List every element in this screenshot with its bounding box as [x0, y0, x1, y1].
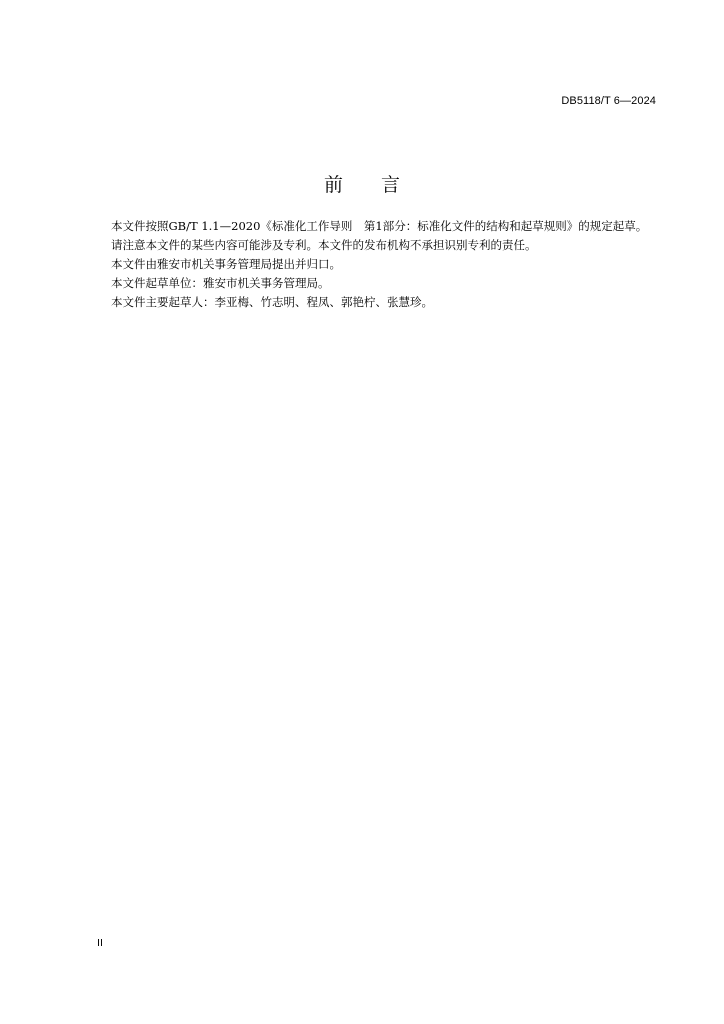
page-title: 前 言 — [323, 173, 400, 196]
paragraph-drafting-unit: 本文件起草单位：雅安市机关事务管理局。 — [111, 276, 330, 290]
paragraph-patent-notice: 请注意本文件的某些内容可能涉及专利。本文件的发布机构不承担识别专利的责任。 — [111, 238, 537, 252]
paragraph-proposer: 本文件由雅安市机关事务管理局提出并归口。 — [111, 257, 341, 271]
paragraph-drafters: 本文件主要起草人：李亚梅、竹志明、程凤、郭艳柠、张慧珍。 — [111, 295, 433, 309]
foreword-body — [86, 217, 658, 312]
document-standard-number: DB5118/T 6—2024 — [561, 95, 656, 107]
page-number: II — [97, 938, 103, 949]
paragraph-drafting-basis: 本文件按照GB/T 1.1—2020《标准化工作导则 第1部分：标准化文件的结构和起草规则》的规定起草。 — [111, 219, 648, 233]
